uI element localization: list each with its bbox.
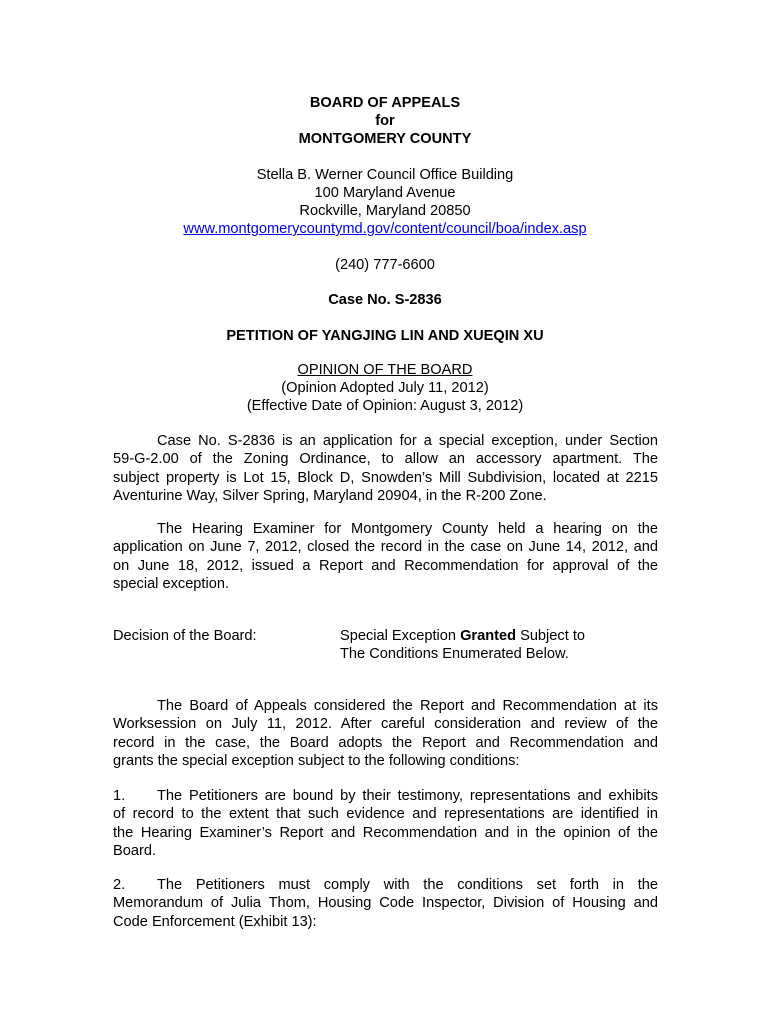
- condition-line: of record to the extent that such evidence and representations are identified in: [113, 806, 658, 823]
- paragraph-line: Aventurine Way, Silver Spring, Maryland 20904, in the R-200 Zone.: [113, 488, 547, 505]
- paragraph-line: application on June 7, 2012, closed the record in the case on June 14, 2012, and: [113, 539, 658, 556]
- opinion-title-row: [0, 361, 770, 379]
- condition-line: the Hearing Examiner’s Report and Recommendation and in the opinion of the: [113, 824, 658, 841]
- condition-number: 1.: [113, 788, 126, 804]
- condition-line: Memorandum of Julia Thom, Housing Code Inspector, Division of Housing and: [113, 895, 658, 912]
- condition-line: Board.: [113, 843, 156, 860]
- paragraph-hearing: [113, 520, 658, 594]
- paragraph-line: grants the special exception subject to the following conditions:: [113, 753, 520, 770]
- board-title: BOARD OF APPEALS: [309, 95, 461, 111]
- case-number: Case No. S-2836: [328, 292, 442, 308]
- paragraph-application: [113, 432, 658, 506]
- petition-title: PETITION OF YANGJING LIN AND XUEQIN XU: [226, 328, 544, 344]
- paragraph-line: The Hearing Examiner for Montgomery County held a hearing on the: [157, 521, 658, 537]
- condition-line: Code Enforcement (Exhibit 13):: [113, 913, 317, 930]
- condition-number: 2.: [113, 877, 126, 893]
- building-name: Stella B. Werner Council Office Building: [256, 167, 514, 183]
- street-address: 100 Maryland Avenue: [314, 185, 456, 201]
- paragraph-line: 59-G-2.00 of the Zoning Ordinance, to allow an accessory apartment. The: [113, 451, 658, 468]
- condition-2: [113, 876, 658, 931]
- condition-text: The Petitioners must comply with the conditions set forth in the: [157, 877, 658, 893]
- city-address: Rockville, Maryland 20850: [299, 203, 471, 219]
- board-title-for: for: [375, 113, 395, 129]
- condition-first-line: [113, 787, 658, 805]
- decision-label: Decision of the Board:: [113, 628, 257, 644]
- decision-granted: Granted: [460, 628, 517, 644]
- decision-prefix: Special Exception: [340, 628, 461, 644]
- paragraph-line: The Board of Appeals considered the Report and Recommendation at its: [157, 698, 658, 714]
- paragraph-line: on June 18, 2012, issued a Report and Recommendation for approval of the: [113, 557, 658, 574]
- decision-suffix: Subject to: [516, 628, 585, 644]
- website-link-row: [0, 220, 770, 238]
- phone-number: (240) 777-6600: [335, 257, 435, 273]
- county-title: MONTGOMERY COUNTY: [298, 131, 472, 147]
- paragraph-line: record in the case, the Board adopts the Report and Recommendation and: [113, 734, 658, 751]
- opinion-effective: (Effective Date of Opinion: August 3, 2012): [246, 398, 524, 414]
- paragraph-line: subject property is Lot 15, Block D, Snowden’s Mill Subdivision, located at 2215: [113, 469, 658, 486]
- decision-value: [340, 627, 660, 664]
- paragraph-line: Case No. S-2836 is an application for a special exception, under Section: [157, 433, 658, 449]
- paragraph-line: special exception.: [113, 576, 230, 593]
- website-link[interactable]: www.montgomerycountymd.gov/content/council/boa/index.asp: [183, 221, 587, 237]
- paragraph-line: Worksession on July 11, 2012. After careful consideration and review of the: [113, 716, 658, 733]
- condition-1: [113, 787, 658, 861]
- paragraph-worksession: [113, 697, 658, 771]
- condition-first-line: [113, 876, 658, 894]
- opinion-title: OPINION OF THE BOARD: [297, 362, 473, 378]
- condition-text: The Petitioners are bound by their testimony, representations and exhibits: [157, 788, 658, 804]
- decision-line-2: The Conditions Enumerated Below.: [340, 646, 569, 663]
- opinion-adopted: (Opinion Adopted July 11, 2012): [281, 380, 489, 396]
- decision-line-1: [340, 627, 660, 645]
